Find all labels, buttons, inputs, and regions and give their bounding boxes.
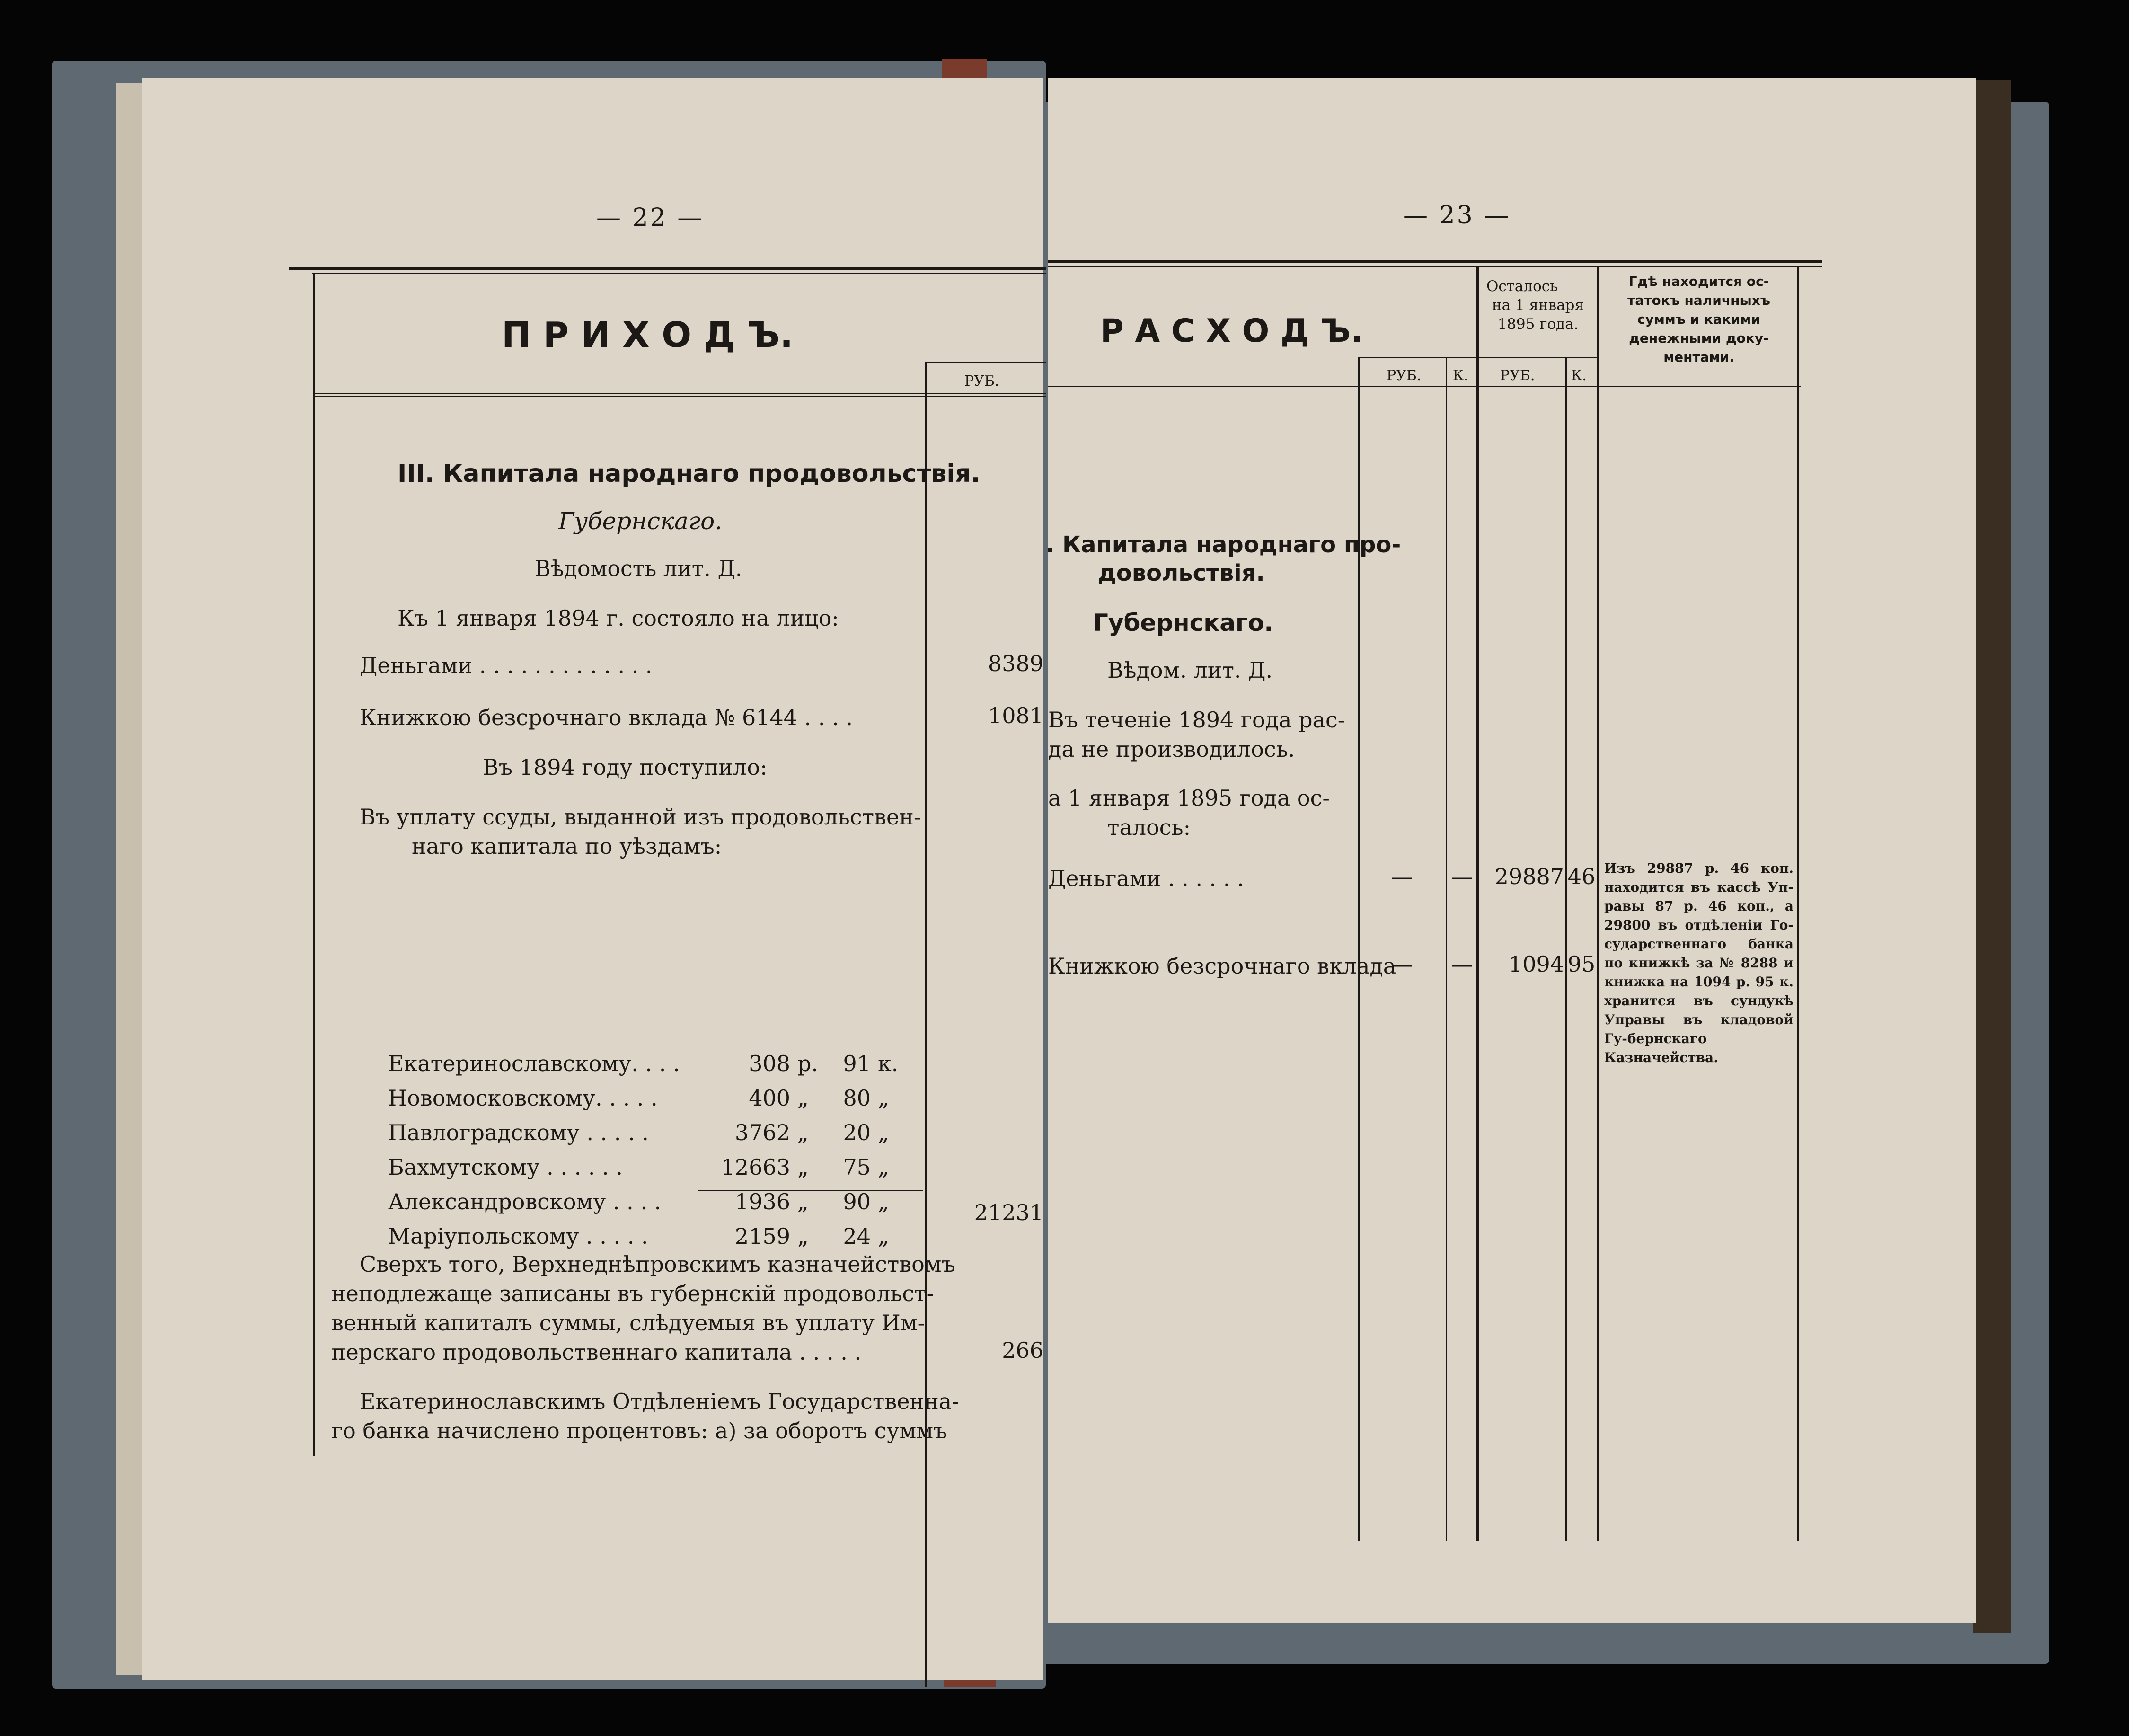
district-rub-unit: „ bbox=[797, 1223, 809, 1249]
top-rule-left bbox=[289, 267, 1046, 270]
district-name: Новомосковскому. . . . . bbox=[388, 1085, 658, 1111]
money-exp-rub: — bbox=[1391, 864, 1413, 889]
districts-total: 21231 bbox=[974, 1200, 1043, 1225]
money-rem-rub: 29887 bbox=[1494, 864, 1564, 889]
district-kop: 90 bbox=[843, 1189, 871, 1214]
extra-line-4: перскаго продовольственнаго капитала . . . . . bbox=[331, 1339, 862, 1365]
received-heading: Въ 1894 году поступило: bbox=[483, 754, 768, 780]
header-bottom-rule-left bbox=[313, 393, 1046, 394]
district-rub: 308 bbox=[749, 1051, 790, 1076]
bank-line-1: Екатеринославскимъ Отдѣленіемъ Государственна- bbox=[360, 1389, 959, 1414]
exp-sub-rule bbox=[1358, 357, 1597, 358]
rem-col-left bbox=[1476, 267, 1479, 1541]
repay-line-2: наго капитала по уѣздамъ: bbox=[412, 833, 722, 859]
during-1: Въ теченіе 1894 года рас- bbox=[1048, 707, 1345, 733]
district-rub: 12663 bbox=[721, 1154, 790, 1180]
col-exp-kop: К. bbox=[1453, 367, 1468, 384]
district-name: Маріупольскому . . . . . bbox=[388, 1223, 648, 1249]
money-rem-kop: 46 bbox=[1567, 864, 1596, 889]
col-rem-kop: К. bbox=[1571, 367, 1587, 384]
right-statement: Вѣдом. лит. Д. bbox=[1107, 657, 1273, 683]
remained-1: а 1 января 1895 года ос- bbox=[1048, 785, 1330, 811]
top-rule-left-2 bbox=[312, 273, 1046, 274]
book-rem-kop: 95 bbox=[1567, 951, 1596, 977]
rem-col-mid bbox=[1565, 357, 1567, 1541]
rub-col-line bbox=[925, 362, 927, 1687]
heading-income: П Р И Х О Д Ъ. bbox=[502, 315, 794, 355]
district-kop: 91 bbox=[843, 1051, 871, 1076]
left-frame-line bbox=[313, 273, 315, 1456]
top-rule-right bbox=[1048, 260, 1822, 263]
district-rub: 400 bbox=[749, 1085, 790, 1111]
money-label: Деньгами . . . . . . . . . . . . . bbox=[360, 653, 653, 678]
rub-col-top bbox=[925, 362, 1046, 363]
extra-value: 266 bbox=[1002, 1337, 1043, 1363]
money-exp-kop: — bbox=[1451, 864, 1473, 889]
statement-label: Вѣдомость лит. Д. bbox=[535, 556, 742, 581]
district-name: Александровскому . . . . bbox=[388, 1189, 662, 1214]
where-col-left bbox=[1597, 267, 1599, 1541]
repay-line-1: Въ уплату ссуды, выданной изъ продовольствен- bbox=[360, 804, 921, 830]
district-kop-unit: „ bbox=[878, 1120, 889, 1145]
district-name: Екатеринославскому. . . . bbox=[388, 1051, 680, 1076]
district-kop: 75 bbox=[843, 1154, 871, 1180]
right-page bbox=[1048, 78, 1976, 1623]
subtitle-gubernskago: Губернскаго. bbox=[558, 507, 723, 535]
left-page-edges bbox=[116, 83, 144, 1675]
district-name: Павлоградскому . . . . . bbox=[388, 1120, 649, 1145]
remain-header-1: Осталось bbox=[1486, 278, 1558, 295]
district-rub-unit: р. bbox=[797, 1051, 819, 1076]
section-title: III. Капитала народнаго продовольствія. bbox=[398, 460, 981, 488]
money-value: 8389 bbox=[988, 651, 1043, 676]
heading-expense: Р А С Х О Д Ъ. bbox=[1100, 312, 1363, 350]
bank-line-2: го банка начислено процентовъ: а) за оборотъ суммъ bbox=[331, 1418, 947, 1444]
district-kop: 24 bbox=[843, 1223, 871, 1249]
right-frame-line bbox=[1797, 267, 1799, 1541]
extra-line-1: Сверхъ того, Верхнеднѣпровскимъ казначействомъ bbox=[360, 1251, 955, 1277]
district-rub: 3762 bbox=[734, 1120, 790, 1145]
book-exp-kop: — bbox=[1451, 951, 1473, 977]
district-rub-unit: „ bbox=[797, 1189, 809, 1214]
district-kop: 20 bbox=[843, 1120, 871, 1145]
col-header-rub: РУБ. bbox=[964, 373, 999, 390]
district-kop-unit: „ bbox=[878, 1085, 889, 1111]
extra-line-3: венный капиталъ суммы, слѣдуемыя въ уплату Им- bbox=[331, 1310, 925, 1336]
where-header: Гдѣ находится ос-татокъ наличныхъ суммъ и какими денежными доку-ментами. bbox=[1627, 274, 1770, 365]
right-section-title-2: довольствія. bbox=[1098, 560, 1265, 586]
remain-header-3: 1895 года. bbox=[1497, 316, 1579, 333]
top-rule-right-2 bbox=[1048, 266, 1822, 267]
page-number-left: — 22 — bbox=[596, 204, 704, 232]
extra-line-2: неподлежаще записаны въ губернскій продовольст- bbox=[331, 1281, 934, 1306]
district-kop: 80 bbox=[843, 1085, 871, 1111]
district-rub: 1936 bbox=[734, 1189, 790, 1214]
district-kop-unit: „ bbox=[878, 1223, 889, 1249]
district-kop-unit: „ bbox=[878, 1189, 889, 1214]
exp-col-mid bbox=[1446, 357, 1447, 1541]
district-rub-unit: „ bbox=[797, 1120, 809, 1145]
book-value: 1081 bbox=[988, 703, 1043, 728]
page-number-right: — 23 — bbox=[1403, 201, 1511, 230]
location-note: Изъ 29887 р. 46 коп. находится въ кассѣ Уп-равы 87 р. 46 коп., а 29800 въ отдѣленіи Го-сударственнаго банка по книжкѣ за № 8288 и книжка на 1094 р. 95 к. хранится въ сундукѣ Управы въ кладовой Гу-бернскаго Казначейства. bbox=[1604, 860, 1793, 1065]
right-page-edges bbox=[1973, 80, 2011, 1633]
district-rub-unit: „ bbox=[797, 1154, 809, 1180]
book-label: Книжкою безсрочнаго вклада № 6144 . . . . bbox=[360, 705, 853, 730]
right-section-title-1: . Капитала народнаго про- bbox=[1046, 531, 1401, 558]
during-2: да не производилось. bbox=[1048, 736, 1295, 762]
right-book-label: Книжкою безсрочнаго вклада bbox=[1048, 953, 1396, 979]
col-rem-rub: РУБ. bbox=[1500, 367, 1535, 384]
right-subtitle: Губернскаго. bbox=[1093, 609, 1273, 637]
as-of-text: Къ 1 января 1894 г. состояло на лицо: bbox=[398, 605, 839, 631]
district-name: Бахмутскому . . . . . . bbox=[388, 1154, 623, 1180]
header-bottom-rule-left-2 bbox=[313, 396, 1046, 397]
book-exp-rub: — bbox=[1391, 951, 1413, 977]
remained-2: талось: bbox=[1107, 815, 1191, 840]
district-rub: 2159 bbox=[734, 1223, 790, 1249]
remain-header-2: на 1 января bbox=[1492, 297, 1584, 314]
header-bottom-rule-right bbox=[1048, 386, 1801, 387]
left-page bbox=[142, 78, 1043, 1680]
col-exp-rub: РУБ. bbox=[1387, 367, 1422, 384]
district-kop-unit: к. bbox=[878, 1051, 899, 1076]
district-rub-unit: „ bbox=[797, 1085, 809, 1111]
district-kop-unit: „ bbox=[878, 1154, 889, 1180]
book-rem-rub: 1094 bbox=[1508, 951, 1564, 977]
right-money-label: Деньгами . . . . . . bbox=[1048, 866, 1244, 891]
